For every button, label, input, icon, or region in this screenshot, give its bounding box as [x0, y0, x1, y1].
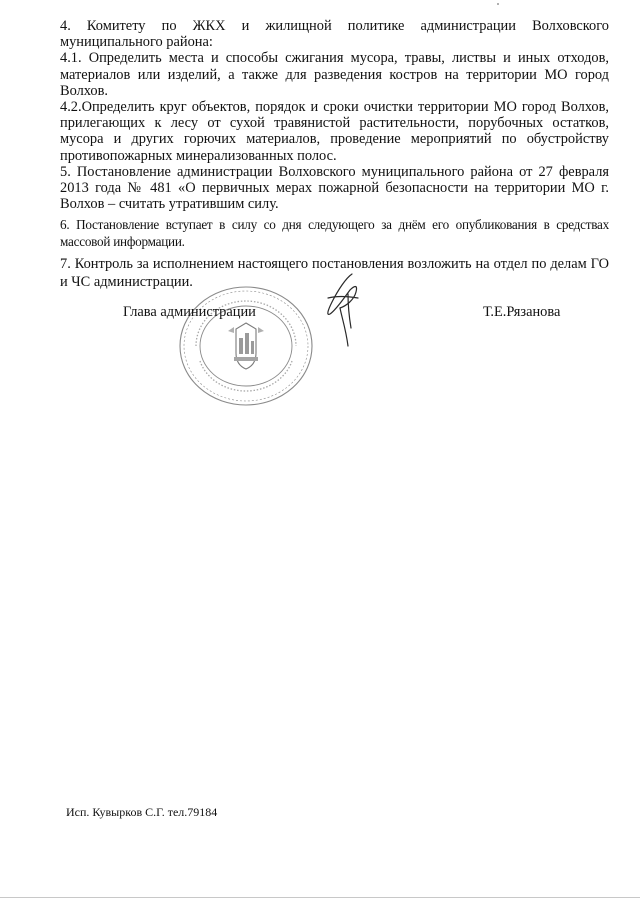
signatory-role: Глава администрации [123, 304, 256, 320]
executor-contact: Исп. Кувырков С.Г. тел.79184 [66, 805, 218, 819]
page-edge-line [0, 897, 640, 898]
handwritten-signature [318, 268, 370, 350]
paragraph-4-2: 4.2.Определить круг объектов, порядок и сроки очистки территории МО город Волхов, прилегающих к лесу от сухой травянистой растительности, порубочных остатков, мусора и других горючих материалов, проведение мероприятий по обустройству противопожарных минерализованных полос. [60, 99, 609, 164]
paragraph-4: 4. Комитету по ЖКХ и жилищной политике администрации Волховского муниципального района: [60, 18, 609, 51]
paragraph-5: 5. Постановление администрации Волховского муниципального района от 27 февраля 2013 года № 481 «О первичных мерах пожарной безопасности на территории МО г. Волхов – считать утратившим силу. [60, 163, 609, 213]
document-body [60, 18, 609, 291]
paragraph-7: 7. Контроль за исполнением настоящего постановления возложить на отдел по делам ГО и ЧС администрации. [60, 256, 609, 291]
scan-speck [497, 3, 499, 5]
paragraph-4-1: 4.1. Определить места и способы сжигания мусора, травы, листвы и иных отходов, материалов или изделий, а также для разведения костров на территории МО город Волхов. [60, 50, 609, 99]
paragraph-6: 6. Постановление вступает в силу со дня следующего за днём его опубликования в средствах массовой информации. [60, 217, 609, 250]
signatory-name: Т.Е.Рязанова [483, 304, 561, 320]
official-stamp [176, 283, 316, 408]
